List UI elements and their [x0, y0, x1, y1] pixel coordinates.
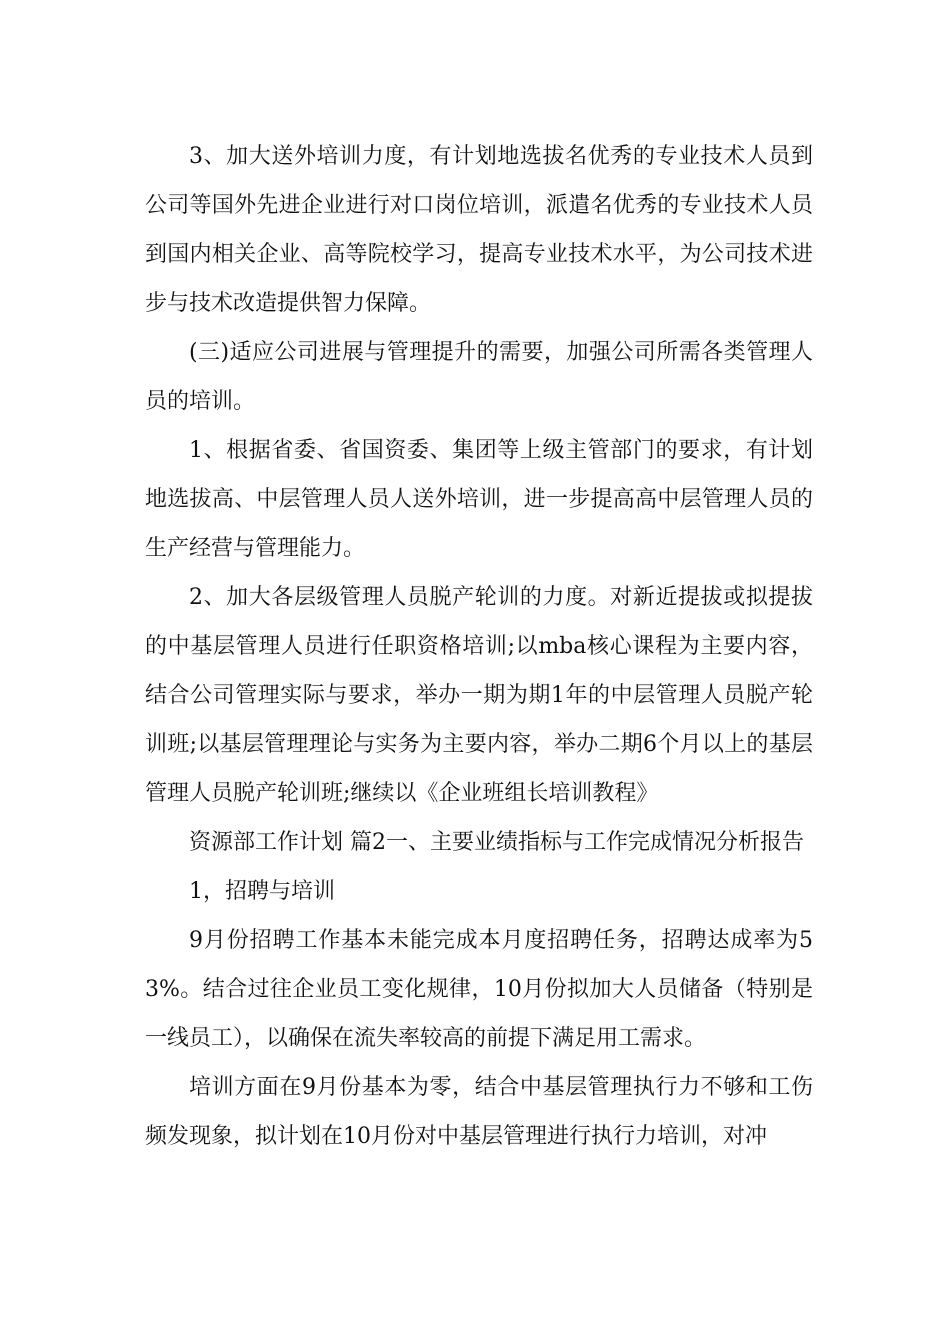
paragraph-training-status: 培训方面在9月份基本为零，结合中基层管理执行力不够和工伤频发现象，拟计划在10月份对中基层管理进行执行力培训，对冲	[145, 1075, 813, 1149]
paragraph-section-three: (三)适应公司进展与管理提升的需要，加强公司所需各类管理人员的培训。	[145, 340, 813, 414]
paragraph-item-two: 2、加大各层级管理人员脱产轮训的力度。对新近提拔或拟提拔的中基层管理人员进行任职资格培训;以mba核心课程为主要内容，结合公司管理实际与要求，举办一期为期1年的中层管理人员脱产轮训班;以基层管理理论与实务为主要内容，举办二期6个月以上的基层管理人员脱产轮训班;继续以《企业班组长培训教程》	[145, 585, 813, 806]
paragraph-recruit-heading: 1，招聘与培训	[189, 879, 335, 904]
paragraph-recruit-status: 9月份招聘工作基本未能完成本月度招聘任务，招聘达成率为53%。结合过往企业员工变化规律，10月份拟加大人员储备（特别是一线员工），以确保在流失率较高的前提下满足用工需求。	[145, 928, 813, 1051]
paragraph-training-abroad: 3、加大送外培训力度，有计划地选拔名优秀的专业技术人员到公司等国外先进企业进行对口岗位培训，派遣名优秀的专业技术人员到国内相关企业、高等院校学习，提高专业技术水平，为公司技术进步与技术改造提供智力保障。	[145, 144, 813, 316]
document-body	[145, 132, 813, 1161]
paragraph-plan-heading: 资源部工作计划 篇2一、主要业绩指标与工作完成情况分析报告	[189, 830, 804, 855]
paragraph-item-one: 1、根据省委、省国资委、集团等上级主管部门的要求，有计划地选拔高、中层管理人员人送外培训，进一步提高高中层管理人员的生产经营与管理能力。	[145, 438, 813, 561]
